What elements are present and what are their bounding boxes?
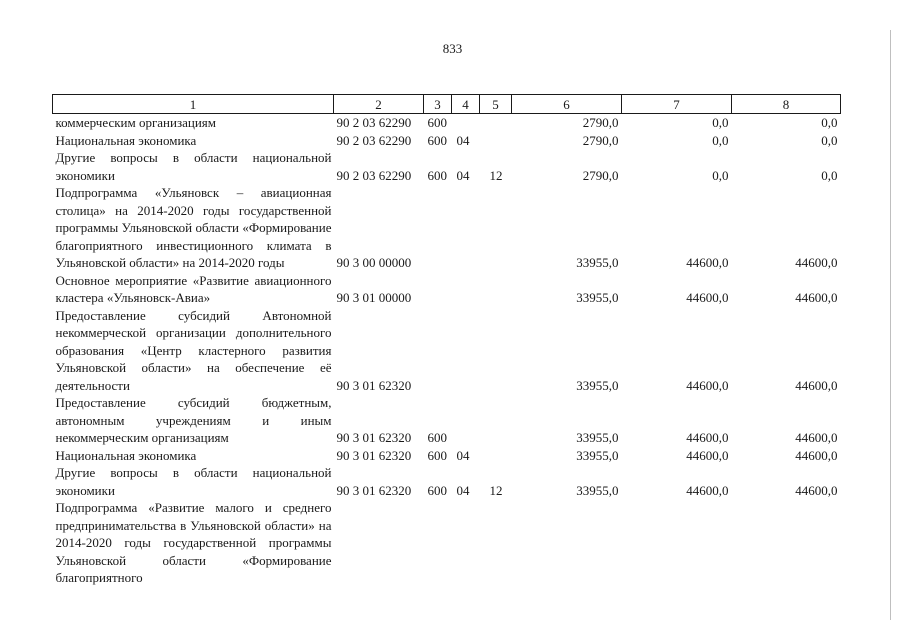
row-name: Подпрограмма «Ульяновск – авиационная столица» на 2014-2020 годы государственной программы Ульяновской области «Формирование благоприятного инвестиционного климата в Ульяновской области» на 2014-2020 годы bbox=[55, 185, 332, 270]
row-value-8: 0,0 bbox=[821, 115, 838, 130]
row-value-6: 2790,0 bbox=[582, 132, 619, 148]
table-row bbox=[53, 499, 841, 587]
row-col5 bbox=[480, 447, 512, 465]
table-row bbox=[53, 184, 841, 272]
row-col5: 12 bbox=[489, 167, 503, 183]
row-value-8 bbox=[732, 499, 841, 587]
row-value-7: 44600,0 bbox=[686, 290, 729, 305]
table-row bbox=[53, 307, 841, 395]
column-header-1: 1 bbox=[53, 95, 334, 114]
row-value-8: 0,0 bbox=[821, 132, 838, 148]
column-header-7: 7 bbox=[622, 95, 732, 114]
row-col5 bbox=[480, 114, 512, 132]
budget-table-container bbox=[52, 94, 840, 587]
row-col3 bbox=[424, 499, 452, 587]
row-value-8: 44600,0 bbox=[795, 255, 838, 270]
row-value-8: 44600,0 bbox=[795, 482, 838, 498]
column-header-6: 6 bbox=[512, 95, 622, 114]
row-col4: 04 bbox=[456, 447, 470, 463]
row-value-7: 44600,0 bbox=[686, 255, 729, 270]
row-col5: 12 bbox=[489, 482, 503, 498]
column-header-3: 3 bbox=[424, 95, 452, 114]
row-value-6: 33955,0 bbox=[576, 482, 619, 498]
table-row bbox=[53, 394, 841, 447]
row-code: 90 3 01 62320 bbox=[336, 447, 412, 463]
row-name: Предоставление субсидий бюджетным, автономным учреждениям и иным некоммерческим организациям bbox=[55, 395, 332, 445]
column-header-4: 4 bbox=[452, 95, 480, 114]
row-code: 90 3 01 00000 bbox=[336, 290, 412, 305]
row-name: Другие вопросы в области национальной экономики bbox=[55, 465, 332, 498]
table-row bbox=[53, 464, 841, 499]
row-value-8: 0,0 bbox=[821, 167, 838, 183]
row-col4: 04 bbox=[456, 132, 470, 148]
row-col5 bbox=[480, 394, 512, 447]
row-name: Другие вопросы в области национальной экономики bbox=[55, 150, 332, 183]
row-code: 90 2 03 62290 bbox=[336, 167, 412, 183]
row-value-7: 0,0 bbox=[712, 167, 729, 183]
row-value-8: 44600,0 bbox=[795, 377, 838, 393]
table-row bbox=[53, 149, 841, 184]
row-value-6: 33955,0 bbox=[576, 377, 619, 393]
row-value-6: 2790,0 bbox=[582, 115, 619, 130]
table-row bbox=[53, 114, 841, 132]
row-value-7: 44600,0 bbox=[686, 377, 729, 393]
row-col4 bbox=[452, 114, 480, 132]
row-col3: 600 bbox=[427, 115, 447, 130]
row-value-8: 44600,0 bbox=[795, 290, 838, 305]
row-value-7: 0,0 bbox=[712, 115, 729, 130]
column-header-8: 8 bbox=[732, 95, 841, 114]
row-value-7: 0,0 bbox=[712, 132, 729, 148]
budget-table bbox=[52, 94, 841, 587]
row-code: 90 3 01 62320 bbox=[336, 430, 412, 445]
row-col3: 600 bbox=[427, 167, 447, 183]
row-value-7 bbox=[622, 499, 732, 587]
row-col3: 600 bbox=[427, 482, 447, 498]
row-name: Основное мероприятие «Развитие авиационного кластера «Ульяновск-Авиа» bbox=[55, 272, 332, 305]
row-code: 90 3 00 00000 bbox=[336, 255, 412, 270]
row-value-8: 44600,0 bbox=[795, 430, 838, 445]
row-value-6: 33955,0 bbox=[576, 430, 619, 445]
row-value-6: 33955,0 bbox=[576, 447, 619, 463]
row-col5 bbox=[480, 272, 512, 307]
row-name: Подпрограмма «Развитие малого и среднего предпринимательства в Ульяновской области» на 2014-2020 годы государственной программы Ульяновской области «Формирование благоприятного bbox=[55, 500, 332, 585]
row-value-7: 44600,0 bbox=[686, 430, 729, 445]
row-value-6: 33955,0 bbox=[576, 255, 619, 270]
row-code: 90 3 01 62320 bbox=[336, 482, 412, 498]
row-value-7: 44600,0 bbox=[686, 447, 729, 463]
row-col4 bbox=[452, 499, 480, 587]
column-number-header-row bbox=[53, 95, 841, 114]
row-code: 90 2 03 62290 bbox=[336, 115, 412, 130]
row-col3: 600 bbox=[427, 132, 447, 148]
row-col5 bbox=[480, 132, 512, 150]
row-col4 bbox=[452, 272, 480, 307]
row-value-6: 2790,0 bbox=[582, 167, 619, 183]
row-col3 bbox=[424, 272, 452, 307]
row-col3: 600 bbox=[427, 430, 447, 445]
table-row bbox=[53, 272, 841, 307]
row-col5 bbox=[480, 499, 512, 587]
row-name: Национальная экономика bbox=[55, 447, 197, 463]
row-value-6: 33955,0 bbox=[576, 290, 619, 305]
row-col3 bbox=[424, 184, 452, 272]
row-col4 bbox=[452, 184, 480, 272]
column-header-2: 2 bbox=[334, 95, 424, 114]
row-value-7: 44600,0 bbox=[686, 482, 729, 498]
row-col5 bbox=[480, 184, 512, 272]
table-row bbox=[53, 447, 841, 465]
row-col4: 04 bbox=[456, 482, 470, 498]
row-name: Предоставление субсидий Автономной некоммерческой организации дополнительного образования «Центр кластерного развития Ульяновской области» на обеспечение её деятельности bbox=[55, 307, 332, 393]
table-row bbox=[53, 132, 841, 150]
row-col3: 600 bbox=[427, 447, 447, 463]
row-code: 90 3 01 62320 bbox=[336, 377, 412, 393]
row-code: 90 2 03 62290 bbox=[336, 132, 412, 148]
row-col5 bbox=[480, 307, 512, 395]
row-name: Национальная экономика bbox=[55, 132, 197, 148]
row-col4 bbox=[452, 394, 480, 447]
row-code bbox=[334, 499, 424, 587]
page-number: 833 bbox=[442, 41, 463, 56]
column-header-5: 5 bbox=[480, 95, 512, 114]
row-value-8: 44600,0 bbox=[795, 447, 838, 463]
row-name: коммерческим организациям bbox=[55, 115, 217, 130]
row-value-6 bbox=[512, 499, 622, 587]
row-col3 bbox=[424, 307, 452, 395]
row-col4 bbox=[452, 307, 480, 395]
row-col4: 04 bbox=[456, 167, 470, 183]
scan-edge-line bbox=[890, 30, 891, 620]
